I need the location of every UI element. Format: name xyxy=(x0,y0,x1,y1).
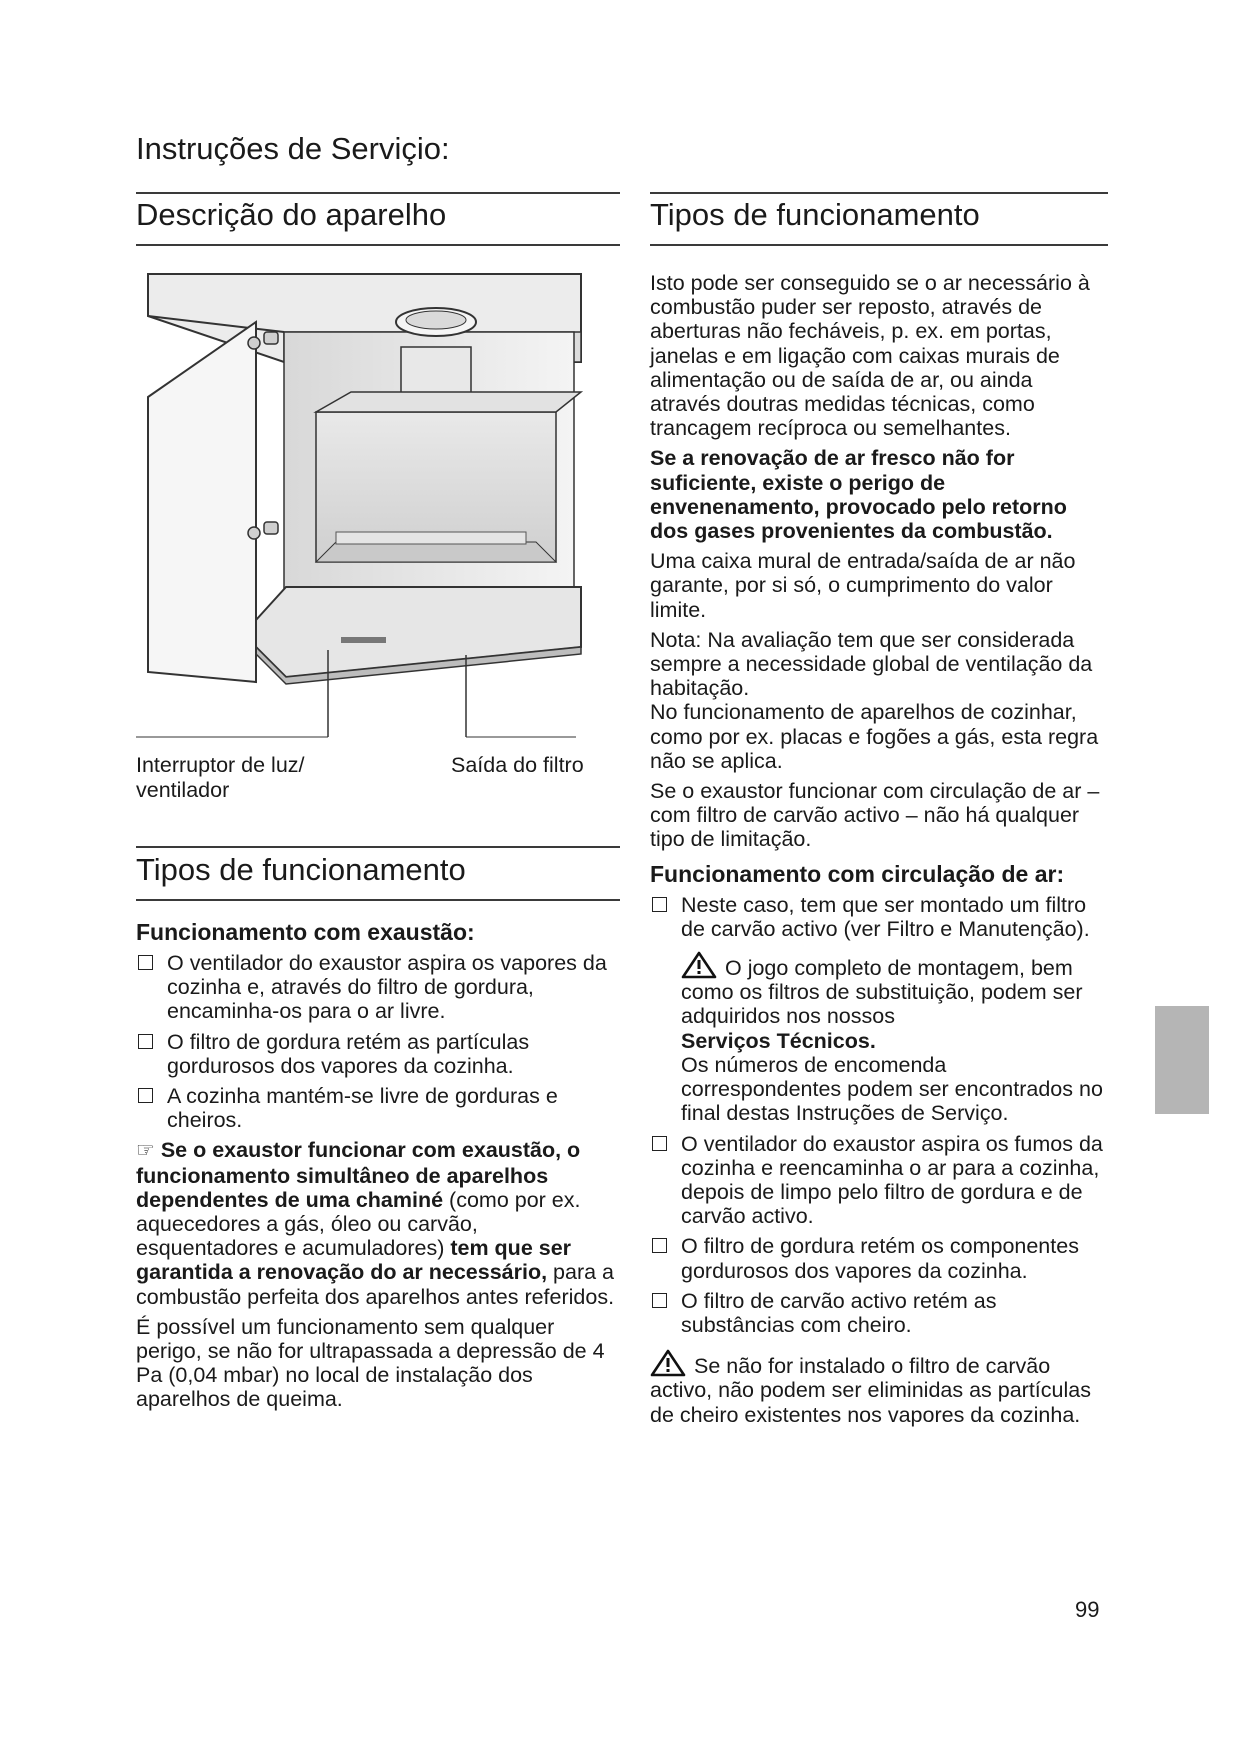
para-wall-box: Uma caixa mural de entrada/saída de ar não garante, por si só, o cumprimento do valor limite. xyxy=(650,549,1076,622)
list-item xyxy=(136,1084,620,1132)
pointing-hand-icon: ☞ xyxy=(136,1139,155,1163)
para-safe-operation: É possível um funcionamento sem qualquer perigo, se não for ultrapassada a depressão de 4 Pa (0,04 mbar) no local de instalação dos aparelhos de queima. xyxy=(136,1314,605,1412)
range-hood-illustration xyxy=(136,262,586,742)
list-item xyxy=(650,893,1108,941)
checkbox-bullet-icon xyxy=(652,1238,667,1253)
list-item xyxy=(136,1030,620,1078)
checkbox-bullet-icon xyxy=(652,1293,667,1308)
warn-text-1: O jogo completo de montagem, bem como os filtros de substituição, podem ser adquiridos nos nossos xyxy=(681,956,1083,1029)
left-text-column xyxy=(136,920,620,1418)
list-item xyxy=(650,1289,1108,1337)
list-item-text: O filtro de carvão activo retém as substâncias com cheiro. xyxy=(681,1288,997,1337)
rule-under-modes-left xyxy=(136,899,620,901)
rule-before-modes-left xyxy=(136,846,620,848)
heading-modes-right: Tipos de funcionamento xyxy=(650,197,980,232)
figure-label-filter-outlet: Saída do filtro xyxy=(451,753,584,777)
warning-poisoning: Se a renovação de ar fresco não for suficiente, existe o perigo de envenenamento, provocado pelo retorno dos gases provenientes da combustão. xyxy=(650,446,1067,544)
checkbox-bullet-icon xyxy=(652,1136,667,1151)
note-bold-1: Se o exaustor funcionar com exaustão, o funcionamento simultâneo de aparelhos dependentes de uma chaminé xyxy=(136,1138,581,1212)
rule-top-left xyxy=(136,192,620,194)
checkbox-bullet-icon xyxy=(138,1088,153,1103)
note-normal-2: para a combustão perfeita dos aparelhos antes referidos. xyxy=(136,1260,615,1309)
exhaust-note xyxy=(136,1138,620,1308)
warning-triangle-icon xyxy=(681,951,717,979)
final-warning xyxy=(650,1349,1108,1427)
para-recirculation: Se o exaustor funcionar com circulação de ar – com filtro de carvão activo – não há qualquer tipo de limitação. xyxy=(650,779,1100,852)
rule-under-description xyxy=(136,244,620,246)
note-normal-1: (como por ex. aquecedores a gás, óleo ou carvão, esquentadores e acumuladores) xyxy=(136,1187,581,1261)
checkbox-bullet-icon xyxy=(652,897,667,912)
checkbox-bullet-icon xyxy=(138,1034,153,1049)
rule-under-modes-right xyxy=(650,244,1108,246)
para-replacement-air: Isto pode ser conseguido se o ar necessário à combustão puder ser reposto, através de aberturas não fecháveis, p. ex. em portas, janelas e em ligação com caixas murais de alimentação ou de saída de ar, ou ainda através doutras medidas técnicas, como trancagem recíproca ou semelhantes. xyxy=(650,271,1090,441)
page-number: 99 xyxy=(1075,1597,1100,1622)
rule-top-right xyxy=(650,192,1108,194)
subheading-recirculation: Funcionamento com circulação de ar: xyxy=(650,860,1065,887)
list-item-text: O ventilador do exaustor aspira os vapores da cozinha e, através do filtro de gordura, encaminha-os para o ar livre. xyxy=(167,951,607,1024)
list-item-text: A cozinha mantém-se livre de gorduras e cheiros. xyxy=(167,1084,558,1133)
warn-text-2: Os números de encomenda correspondentes podem ser encontrados no final destas Instruções de Serviço. xyxy=(681,1052,1103,1126)
list-item xyxy=(650,1234,1108,1282)
subheading-exhaust: Funcionamento com exaustão: xyxy=(136,919,475,945)
para-note-ventilation: Nota: Na avaliação tem que ser considerada sempre a necessidade global de ventilação da habitação. No funcionamento de aparelhos de cozinhar, como por ex. placas e fogões a gás, esta regra não se aplica. xyxy=(650,627,1099,773)
warning-triangle-icon xyxy=(650,1349,686,1377)
warn-bold: Serviços Técnicos. xyxy=(681,1028,876,1053)
list-item xyxy=(136,951,620,1024)
page-title: Instruções de Serviçio: xyxy=(136,131,450,166)
list-item xyxy=(650,1132,1108,1229)
note-bold-2: tem que ser garantida a renovação do ar necessário, xyxy=(136,1236,572,1285)
thumb-index-tab xyxy=(1155,1006,1209,1114)
heading-modes-left: Tipos de funcionamento xyxy=(136,852,466,887)
list-item-text: O ventilador do exaustor aspira os fumos da cozinha e reencaminha o ar para a cozinha, depois de limpo pelo filtro de gordura e de carvão activo. xyxy=(681,1131,1103,1229)
final-warning-text: Se não for instalado o filtro de carvão activo, não podem ser eliminidas as partículas de cheiro existentes nos vapores da cozinha. xyxy=(650,1354,1091,1427)
list-item-text: O filtro de gordura retém as partículas gordurosos dos vapores da cozinha. xyxy=(167,1029,530,1078)
heading-description: Descrição do aparelho xyxy=(136,197,447,232)
assembly-kit-warning xyxy=(650,951,1108,1125)
checkbox-bullet-icon xyxy=(138,955,153,970)
figure-label-switch: Interruptor de luz/ ventilador xyxy=(136,753,305,802)
list-item-text: Neste caso, tem que ser montado um filtro de carvão activo (ver Filtro e Manutenção). xyxy=(681,892,1090,941)
list-item-text: O filtro de gordura retém os componentes gordurosos dos vapores da cozinha. xyxy=(681,1234,1079,1283)
right-text-column xyxy=(650,271,1108,1433)
